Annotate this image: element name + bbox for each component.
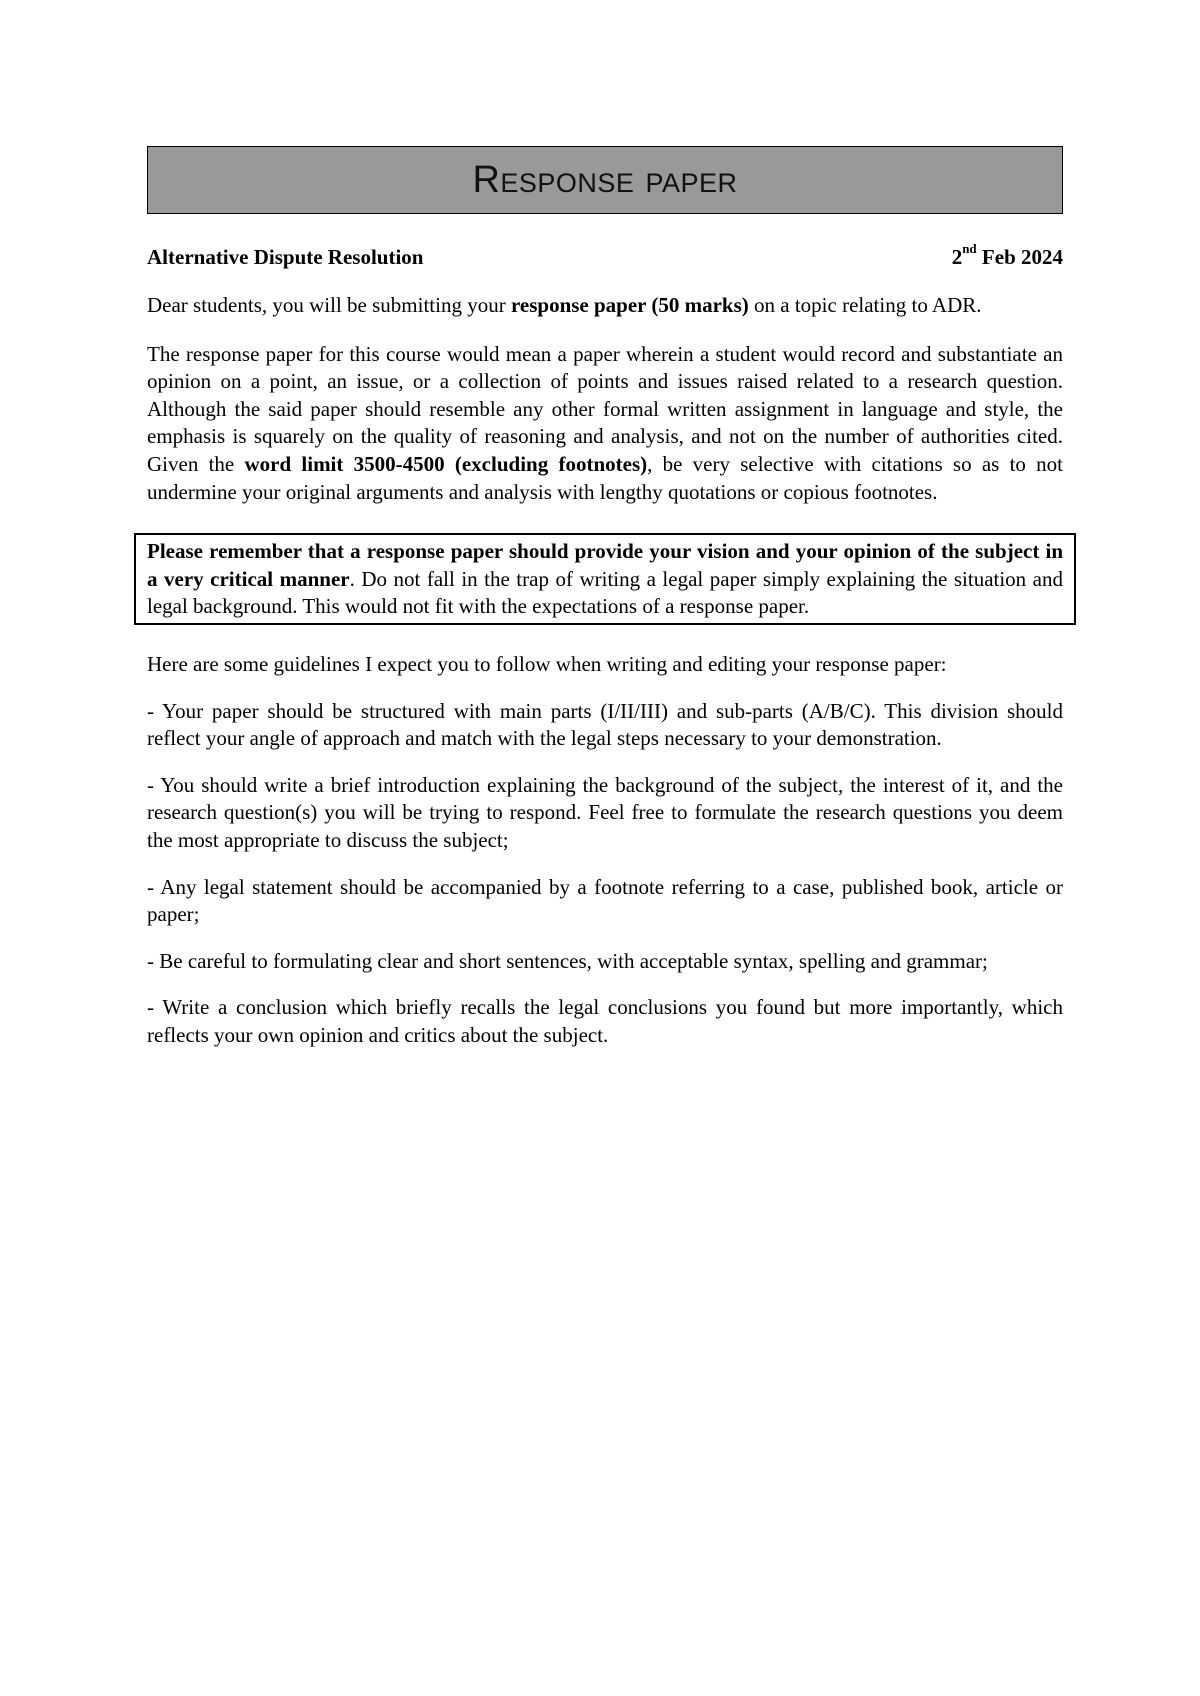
critical-note xyxy=(147,538,1063,621)
guideline-item: - Any legal statement should be accompanied by a footnote referring to a case, published book, article or paper; xyxy=(147,874,1063,927)
word-limit-emphasis: word limit 3500-4500 (excluding footnotes) xyxy=(244,451,648,476)
description-paragraph xyxy=(147,341,1063,507)
document-page xyxy=(147,146,1063,1068)
critical-note-box xyxy=(134,533,1076,625)
intro-emphasis: response paper (50 marks) xyxy=(510,293,749,317)
guidelines-intro: Here are some guidelines I expect you to follow when writing and editing your response paper: xyxy=(147,651,947,676)
critical-note-text: . Do not fall in the trap of writing a legal paper simply explaining the situation and legal background. This would not fit with the expectations of a response paper. xyxy=(147,566,1064,619)
date-day: 2 xyxy=(951,245,963,269)
description-text: The response paper for this course would mean a paper wherein a student would record and substantiate an opinion on a point, an issue, or a collection of points and issues raised related to a research question. Although the said paper should resemble any other formal written assignment in language and style, the emphasis is squarely on the quality of reasoning and analysis, and not on the number of authorities cited. Given the xyxy=(147,341,1063,476)
guideline-item: - Be careful to formulating clear and short sentences, with acceptable syntax, spelling and grammar; xyxy=(147,948,988,973)
guideline-item: - Write a conclusion which briefly recalls the legal conclusions you found but more importantly, which reflects your own opinion and critics about the subject. xyxy=(147,995,1063,1047)
course-date xyxy=(951,241,1063,270)
page-title: Response paper xyxy=(147,146,1063,214)
course-header xyxy=(147,241,1063,270)
intro-text-end: on a topic relating to ADR. xyxy=(748,293,982,317)
guideline-item: - You should write a brief introduction explaining the background of the subject, the interest of it, and the research question(s) you will be trying to respond. Feel free to formulate the research questions you deem the most appropriate to discuss the subject; xyxy=(147,772,1063,852)
course-name: Alternative Dispute Resolution xyxy=(147,245,424,269)
guideline-item: - Your paper should be structured with main parts (I/II/III) and sub-parts (A/B/C). This division should reflect your angle of approach and match with the legal steps necessary to your demonstration. xyxy=(147,698,1063,751)
description-text-end: , be very selective with citations so as to not undermine your original arguments and analysis with lengthy quotations or copious footnotes. xyxy=(147,451,1063,504)
date-rest: Feb 2024 xyxy=(976,245,1063,269)
date-suffix: nd xyxy=(962,241,977,256)
critical-note-emphasis: Please remember that a response paper should provide your vision and your opinion of the subject in a very critical manner xyxy=(147,539,1063,591)
guideline-list xyxy=(147,698,1063,1050)
intro-paragraph xyxy=(147,292,1063,320)
intro-text: Dear students, you will be submitting your xyxy=(147,293,511,317)
